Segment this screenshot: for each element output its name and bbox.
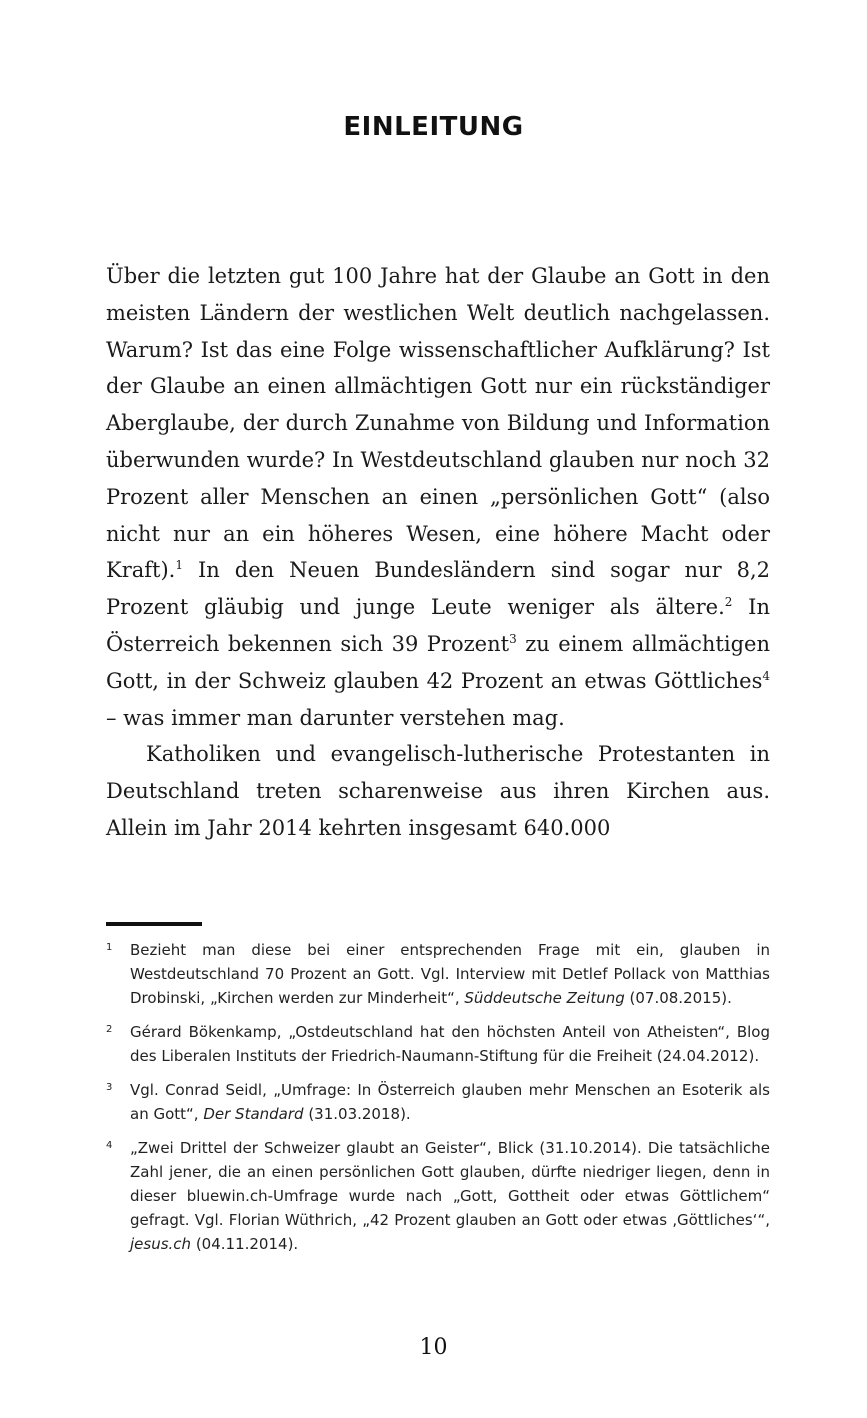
- footnote: [106, 1020, 770, 1068]
- paragraph: [106, 258, 770, 736]
- footnote: [106, 1078, 770, 1126]
- footnote-ref[interactable]: 4: [762, 668, 770, 683]
- footnote-tail: (31.03.2018).: [303, 1105, 411, 1123]
- main-text: [106, 258, 770, 847]
- text-segment: In Österreich bekennen sich 39 Prozent: [106, 595, 770, 656]
- footnote-text: Vgl. Conrad Seidl, „Umfrage: In Österreich glauben mehr Menschen an Esoterik als an Gott“,: [130, 1081, 770, 1123]
- paragraph: Katholiken und evangelisch-lutherische Protestanten in Deutschland treten scharenweise aus ihren Kirchen aus. Allein im Jahr 2014 kehrten insgesamt 640.000: [106, 742, 770, 840]
- footnote-number: 1: [106, 942, 113, 953]
- footnote-tail: (07.08.2015).: [624, 989, 732, 1007]
- text-segment: – was immer man darunter verstehen mag.: [106, 705, 565, 730]
- footnote-divider: [106, 922, 202, 926]
- footnote: [106, 938, 770, 1010]
- footnote-source: Der Standard: [203, 1105, 304, 1123]
- footnote-source: Süddeutsche Zeitung: [464, 989, 625, 1007]
- text-segment: In den Neuen Bundesländern sind sogar nur 8,2 Prozent gläubig und junge Leute weniger als ältere.: [106, 558, 770, 620]
- text-segment: zu einem allmächtigen Gott, in der Schweiz glauben 42 Prozent an etwas Göttliches: [106, 631, 770, 693]
- footnote-text: Bezieht man diese bei einer entsprechenden Frage mit ein, glauben in Westdeutschland 70 Prozent an Gott. Vgl. Interview mit Detlef Pollack von Matthias Drobinski, „Kirchen werden zur Minderheit“,: [130, 941, 770, 1007]
- footnote-ref[interactable]: 1: [175, 558, 183, 573]
- footnote-ref[interactable]: 3: [509, 631, 517, 646]
- footnote-number: 3: [106, 1082, 113, 1093]
- footnote-number: 2: [106, 1024, 113, 1035]
- text-segment: Über die letzten gut 100 Jahre hat der Glaube an Gott in den meisten Ländern der westlichen Welt deutlich nachgelassen. Warum? Ist das eine Folge wissenschaftlicher Aufklärung? Ist der Glaube an einen allmächtigen Gott nur ein rückständiger Aberglaube, der durch Zunahme von Bildung und Information überwunden wurde? In Westdeutschland glauben nur noch 32 Prozent aller Menschen an einen „persönlichen Gott“ (also nicht nur an ein höheres Wesen, eine höhere Macht oder Kraft).: [106, 264, 770, 583]
- footnote-tail: (04.11.2014).: [191, 1235, 299, 1253]
- chapter-title: EINLEITUNG: [343, 112, 524, 142]
- footnote-ref[interactable]: 2: [724, 595, 733, 610]
- footnote-text: „Zwei Drittel der Schweizer glaubt an Geister“, Blick (31.10.2014). Die tatsächliche Zahl jener, die an einen persönlichen Gott glauben, dürfte niedriger liegen, denn in dieser bluewin.ch-Umfrage wurde nach „Gott, Gottheit oder etwas Göttlichem“ gefragt. Vgl. Florian Wüthrich, „42 Prozent glauben an Gott oder etwas ‚Göttliches‘“,: [130, 1139, 770, 1229]
- footnote: [106, 1136, 770, 1256]
- footnotes: [106, 938, 770, 1266]
- footnote-text: Gérard Bökenkamp, „Ostdeutschland hat den höchsten Anteil von Atheisten“, Blog des Liberalen Instituts der Friedrich-Naumann-Stiftung für die Freiheit (24.04.2012).: [130, 1023, 770, 1065]
- page-number: 10: [419, 1335, 448, 1360]
- footnote-number: 4: [106, 1140, 113, 1151]
- footnote-source: jesus.ch: [130, 1235, 192, 1253]
